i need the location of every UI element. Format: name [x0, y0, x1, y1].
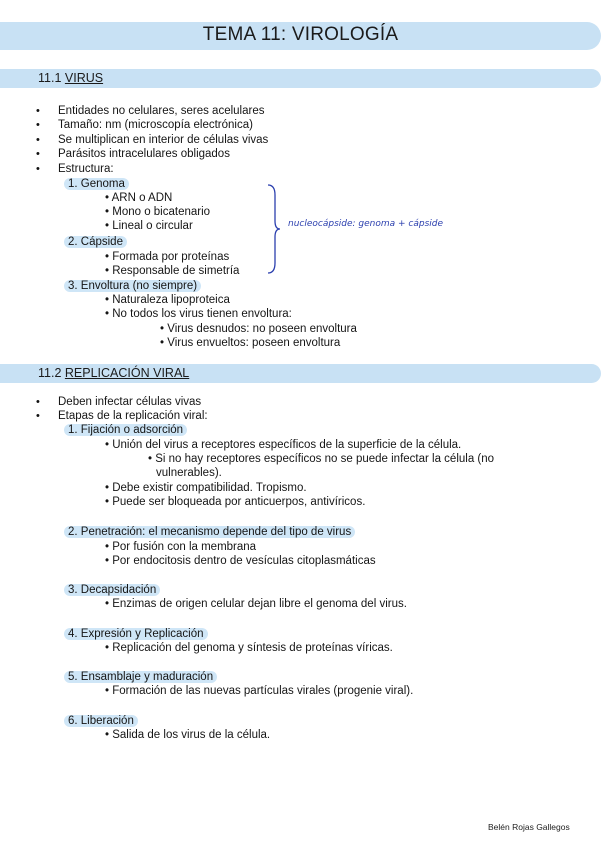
list-item: • Formada por proteínas	[105, 251, 230, 263]
stage-6-title: 6. Liberación	[64, 715, 138, 727]
section-2-number: 11.2	[38, 366, 62, 380]
bullet-dot: •	[36, 396, 40, 408]
list-item: • Virus envueltos: poseen envoltura	[160, 337, 341, 349]
list-item-continuation: vulnerables).	[156, 467, 222, 479]
list-item: Se multiplican en interior de células vivas	[58, 134, 269, 146]
list-item: • Responsable de simetría	[105, 265, 240, 277]
bullet-dot: •	[36, 134, 40, 146]
list-item: Tamaño: nm (microscopía electrónica)	[58, 119, 253, 131]
bullet-dot: •	[36, 105, 40, 117]
list-item: Etapas de la replicación viral:	[58, 410, 208, 422]
section-1-heading	[38, 71, 103, 85]
bullet-dot: •	[36, 119, 40, 131]
section-2-title: REPLICACIÓN VIRAL	[64, 366, 190, 380]
list-item: • Formación de las nuevas partículas virales (progenie viral).	[105, 685, 414, 697]
curly-brace-icon	[266, 183, 282, 275]
list-item: • Naturaleza lipoproteica	[105, 294, 230, 306]
section-2-heading	[38, 366, 189, 380]
list-item: • Salida de los virus de la célula.	[105, 729, 271, 741]
list-item: • Unión del virus a receptores específicos de la superficie de la célula.	[105, 439, 462, 451]
structure-genoma: 1. Genoma	[64, 178, 129, 190]
stage-5-title: 5. Ensamblaje y maduración	[64, 671, 217, 683]
list-item: • Por endocitosis dentro de vesículas citoplasmáticas	[105, 555, 376, 567]
list-item: • No todos los virus tienen envoltura:	[105, 308, 292, 320]
list-item: Parásitos intracelulares obligados	[58, 148, 230, 160]
nucleocapside-note: nucleocápside: genoma + cápside	[288, 219, 444, 229]
section-1-title: VIRUS	[64, 71, 104, 85]
list-item: • Si no hay receptores específicos no se puede infectar la célula (no	[148, 453, 495, 465]
list-item: • Debe existir compatibilidad. Tropismo.	[105, 482, 307, 494]
stage-3-title: 3. Decapsidación	[64, 584, 160, 596]
list-item: • Por fusión con la membrana	[105, 541, 257, 553]
section-1-number: 11.1	[38, 71, 62, 85]
list-item: • Puede ser bloqueada por anticuerpos, antivíricos.	[105, 496, 366, 508]
list-item: Deben infectar células vivas	[58, 396, 202, 408]
list-item: • Lineal o circular	[105, 220, 193, 232]
list-item: • Enzimas de origen celular dejan libre el genoma del virus.	[105, 598, 407, 610]
stage-2-title: 2. Penetración: el mecanismo depende del tipo de virus	[64, 526, 355, 538]
page-title: TEMA 11: VIROLOGÍA	[202, 24, 399, 45]
stage-1-title: 1. Fijación o adsorción	[64, 424, 187, 436]
author-signature: Belén Rojas Gallegos	[488, 822, 570, 832]
structure-envoltura: 3. Envoltura (no siempre)	[64, 280, 201, 292]
bullet-dot: •	[36, 163, 40, 175]
list-item: • Mono o bicatenario	[105, 206, 211, 218]
list-item: • ARN o ADN	[105, 192, 173, 204]
bullet-dot: •	[36, 410, 40, 422]
structure-capside: 2. Cápside	[64, 236, 127, 248]
stage-4-title: 4. Expresión y Replicación	[64, 628, 208, 640]
list-item: Estructura:	[58, 163, 114, 175]
list-item: Entidades no celulares, seres acelulares	[58, 105, 265, 117]
bullet-dot: •	[36, 148, 40, 160]
list-item: • Virus desnudos: no poseen envoltura	[160, 323, 357, 335]
list-item: • Replicación del genoma y síntesis de proteínas víricas.	[105, 642, 393, 654]
